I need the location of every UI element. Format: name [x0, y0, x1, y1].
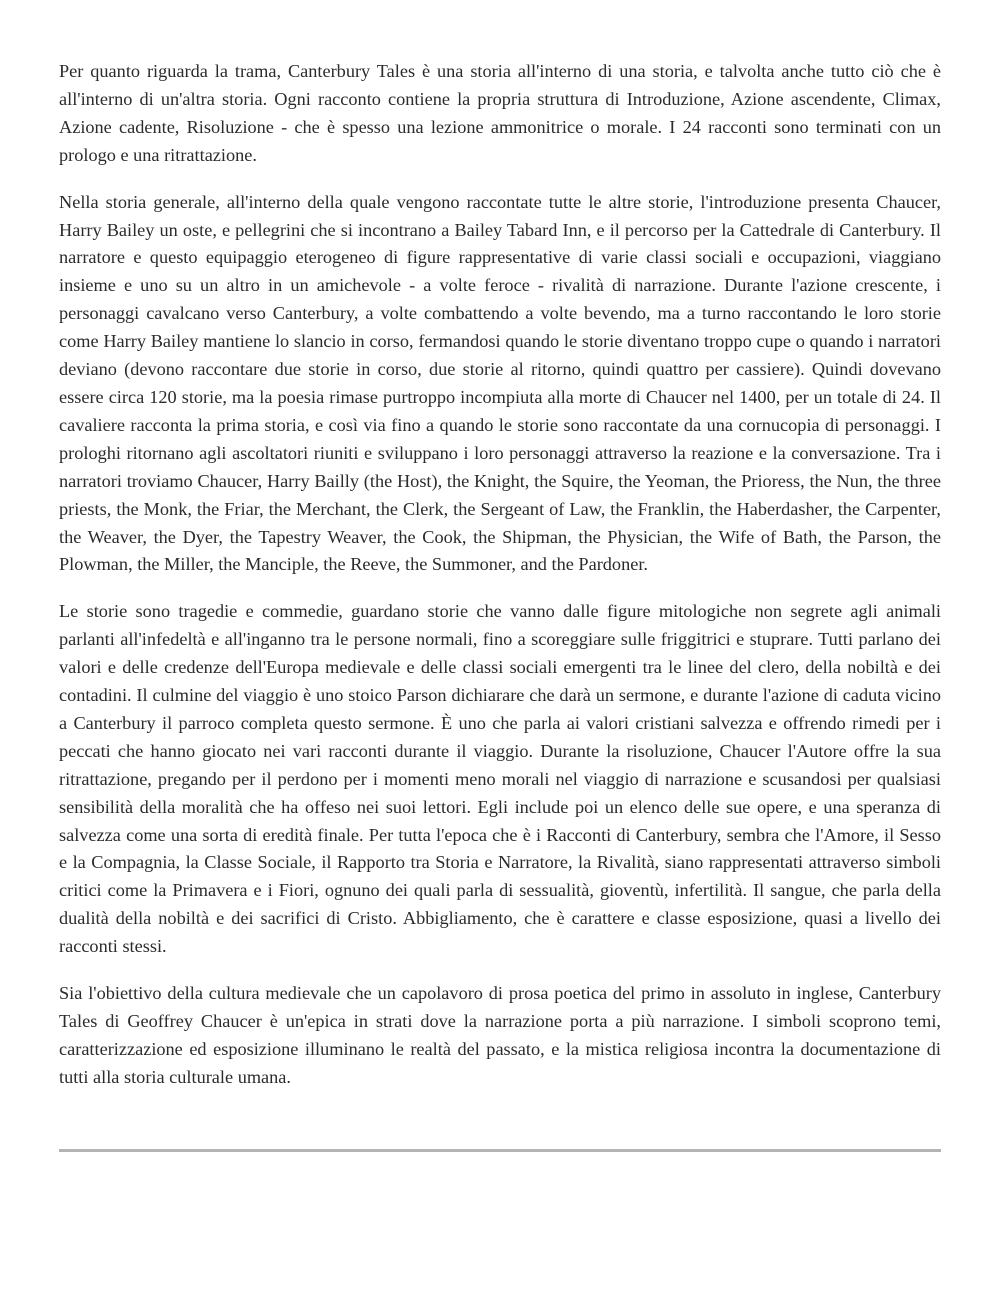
paragraph-themes: Le storie sono tragedie e commedie, guardano storie che vanno dalle figure mitologiche non segrete agli animali parlanti all'infedeltà e all'inganno tra le persone normali, fino a scoreggiare sulle friggitrici e stuprare. Tutti parlano dei valori e delle credenze dell'Europa medievale e delle classi sociali emergenti tra le linee del clero, della nobiltà e dei contadini. Il culmine del viaggio è uno stoico Parson dichiarare che darà un sermone, e durante l'azione di caduta vicino a Canterbury il parroco completa questo sermone. È uno che parla ai valori cristiani salvezza e offrendo rimedi per i peccati che hanno giocato nei vari racconti durante il viaggio. Durante la risoluzione, Chaucer l'Autore offre la sua ritrattazione, pregando per il perdono per i momenti meno morali nel viaggio di narrazione e scusandosi per qualsiasi sensibilità della moralità che ha offeso nei suoi lettori. Egli include poi un elenco delle sue opere, e una speranza di salvezza come una sorta di eredità finale. Per tutta l'epoca che è i Racconti di Canterbury, sembra che l'Amore, il Sesso e la Compagnia, la Classe Sociale, il Rapporto tra Storia e Narratore, la Rivalità, siano rappresentati attraverso simboli critici come la Primavera e i Fiori, ognuno dei quali parla di sessualità, gioventù, infertilità. Il sangue, che parla della dualità della nobiltà e dei sacrifici di Cristo. Abbigliamento, che è carattere e classe esposizione, quasi a livello dei racconti stessi. [59, 601, 941, 957]
paragraph-plot: Per quanto riguarda la trama, Canterbury Tales è una storia all'interno di una storia, e talvolta anche tutto ciò che è all'interno di un'altra storia. Ogni racconto contiene la propria struttura di Introduzione, Azione ascendente, Climax, Azione cadente, Risoluzione - che è spesso una lezione ammonitrice o morale. I 24 racconti sono terminati con un prologo e una ritrattazione. [59, 61, 941, 165]
horizontal-divider [59, 1149, 941, 1152]
paragraph-frame-story: Nella storia generale, all'interno della quale vengono raccontate tutte le altre storie, l'introduzione presenta Chaucer, Harry Bailey un oste, e pellegrini che si incontrano a Bailey Tabard Inn, e il percorso per la Cattedrale di Canterbury. Il narratore e questo equipaggio eterogeneo di figure rappresentative di varie classi sociali e occupazioni, viaggiano insieme e uno su un altro in un amichevole - a volte feroce - rivalità di narrazione. Durante l'azione crescente, i personaggi cavalcano verso Canterbury, a volte combattendo a volte bevendo, ma a turno raccontando le loro storie come Harry Bailey mantiene lo slancio in corso, fermandosi quando le storie diventano troppo cupe o quando i narratori deviano (devono raccontare due storie in corso, due storie al ritorno, quindi quattro per cassiere). Quindi dovevano essere circa 120 storie, ma la poesia rimase purtroppo incompiuta alla morte di Chaucer nel 1400, per un totale di 24. Il cavaliere racconta la prima storia, e così via fino a quando le storie sono raccontate da una cornucopia di personaggi. I prologhi ritornano agli ascoltatori riuniti e sviluppano i loro personaggi attraverso la reazione e la conversazione. Tra i narratori troviamo Chaucer, Harry Bailly (the Host), the Knight, the Squire, the Yeoman, the Prioress, the Nun, the three priests, the Monk, the Friar, the Merchant, the Clerk, the Sergeant of Law, the Franklin, the Haberdasher, the Carpenter, the Weaver, the Dyer, the Tapestry Weaver, the Cook, the Shipman, the Physician, the Wife of Bath, the Parson, the Plowman, the Miller, the Manciple, the Reeve, the Summoner, and the Pardoner. [59, 191, 941, 575]
paragraph-conclusion: Sia l'obiettivo della cultura medievale che un capolavoro di prosa poetica del primo in assoluto in inglese, Canterbury Tales di Geoffrey Chaucer è un'epica in strati dove la narrazione porta a più narrazione. I simboli scoprono temi, caratterizzazione ed esposizione illuminano le realtà del passato, e la mistica religiosa incontra la documentazione di tutti alla storia culturale umana. [59, 983, 941, 1087]
document-body [59, 58, 941, 1111]
